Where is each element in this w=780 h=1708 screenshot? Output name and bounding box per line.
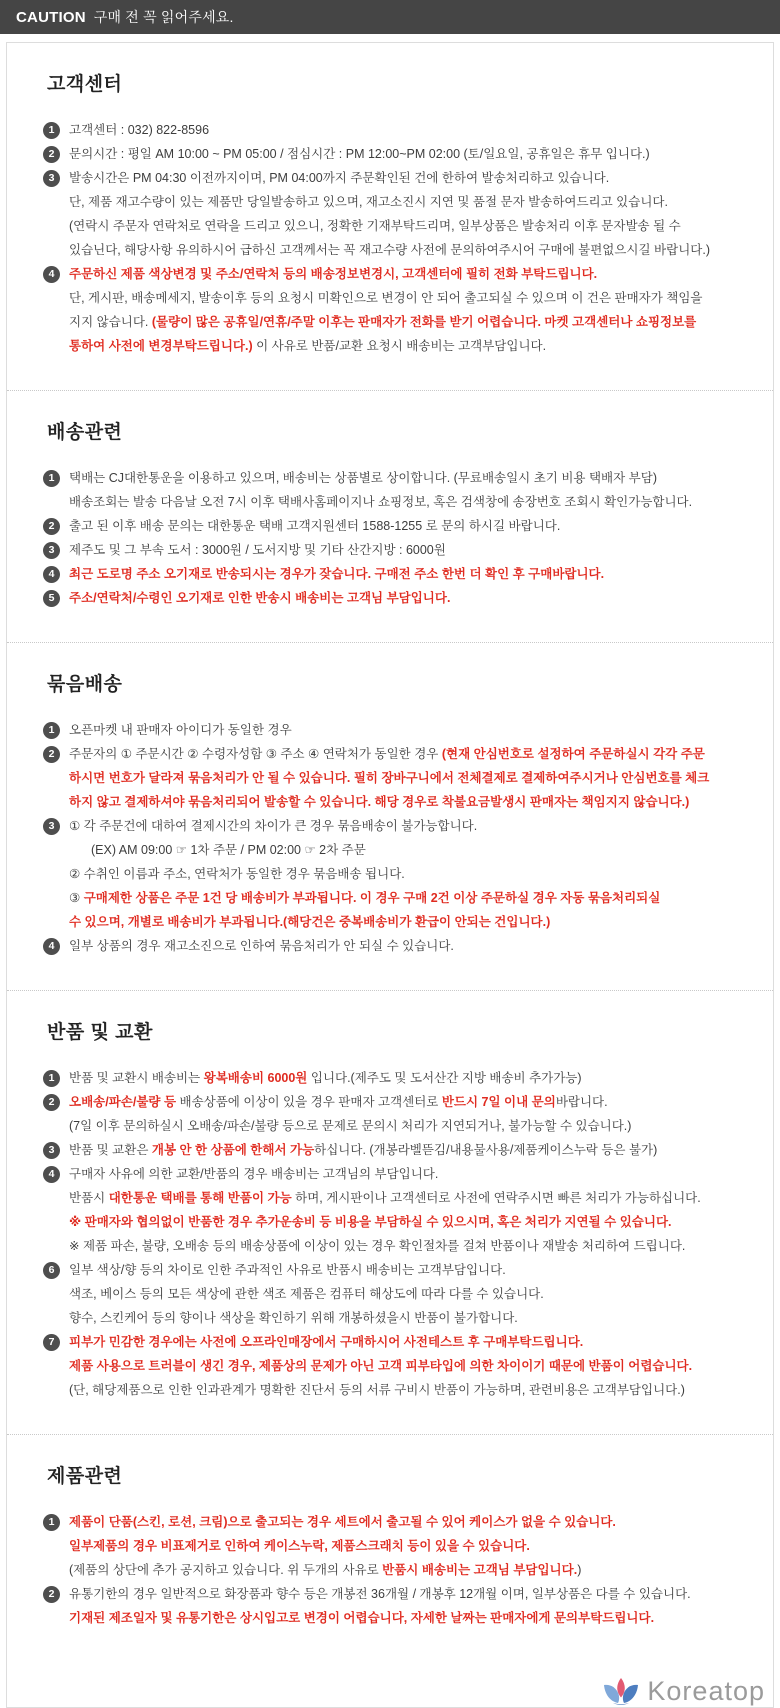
item-number-badge: 1 [43, 470, 60, 487]
text-segment: 일부제품의 경우 비표제거로 인하여 케이스누락, 제품스크래치 등이 있을 수 있습니다. [69, 1539, 530, 1553]
notice-item [43, 814, 743, 934]
text-segment: 구매자 사유에 의한 교환/반품의 경우 배송비는 고객님의 부담입니다. [69, 1167, 439, 1181]
text-segment: 최근 도로명 주소 오기재로 반송되시는 경우가 잦습니다. 구매전 주소 한번 더 확인 후 구매바랍니다. [69, 567, 605, 581]
notice-line [69, 1354, 743, 1378]
notice-line [69, 766, 743, 790]
section-title: 제품관련 [47, 1466, 123, 1487]
notice-line [69, 886, 743, 910]
sections [7, 43, 773, 1662]
text-segment: 반품시 배송비는 고객님 부담입니다. [382, 1563, 578, 1577]
text-segment: 일부 색상/향 등의 차이로 인한 주과적인 사유로 반품시 배송비는 고객부담입니다. [69, 1263, 506, 1277]
text-segment: 반품시 [69, 1191, 109, 1205]
notice-line [69, 142, 743, 166]
item-number-badge: 2 [43, 746, 60, 763]
notice-line [69, 1210, 743, 1234]
text-segment: ) [577, 1563, 582, 1577]
text-segment: ② 수취인 이름과 주소, 연락처가 동일한 경우 묶음배송 됩니다. [69, 867, 405, 881]
item-lines [69, 1066, 743, 1090]
item-number-badge: 2 [43, 518, 60, 535]
notice-line [69, 1582, 743, 1606]
notice-item [43, 742, 743, 814]
notice-line [69, 1114, 743, 1138]
notice-line [69, 238, 743, 262]
section-title: 배송관련 [47, 422, 123, 443]
brand-name: Koreatop [647, 1676, 765, 1706]
section [7, 990, 773, 1434]
text-segment: 반품 및 교환시 배송비는 [69, 1071, 204, 1085]
item-lines [69, 934, 743, 958]
text-segment: 대한통운 택배를 통해 반품이 가능 [108, 1191, 292, 1205]
notice-item [43, 118, 743, 142]
item-number-badge: 2 [43, 1586, 60, 1603]
notice-item [43, 142, 743, 166]
text-segment: 유통기한의 경우 일반적으로 화장품과 향수 등은 개봉전 36개월 / 개봉후 12개월 이며, 일부상품은 다를 수 있습니다. [69, 1587, 691, 1601]
notice-line [69, 1510, 743, 1534]
item-number-badge: 5 [43, 590, 60, 607]
notice-line [69, 466, 743, 490]
text-segment: (단, 해당제품으로 인한 인과관계가 명확한 진단서 등의 서류 구비시 반품이 가능하며, 관련비용은 고객부담입니다.) [69, 1383, 685, 1397]
notice-item [43, 538, 743, 562]
text-segment: 출고 된 이후 배송 문의는 대한통운 택배 고객지원센터 1588-1255 로 문의 하시길 바랍니다. [69, 519, 561, 533]
notice-line [69, 1162, 743, 1186]
item-lines [69, 166, 743, 262]
text-segment: 색조, 베이스 등의 모든 색상에 관한 색조 제품은 컴퓨터 해상도에 따라 다를 수 있습니다. [69, 1287, 544, 1301]
section-title: 반품 및 교환 [47, 1022, 153, 1043]
item-lines [69, 1510, 743, 1582]
text-segment: 하며, 게시판이나 고객센터로 사전에 연락주시면 빠른 처리가 가능하십니다. [291, 1191, 701, 1205]
item-number-badge: 7 [43, 1334, 60, 1351]
text-segment: 오픈마켓 내 판매자 아이디가 동일한 경우 [69, 723, 292, 737]
text-segment: 향수, 스킨케어 등의 향이나 색상을 확인하기 위해 개봉하셨을시 반품이 불가합니다. [69, 1311, 518, 1325]
notice-line [69, 538, 743, 562]
notice-line [69, 514, 743, 538]
notice-item [43, 1330, 743, 1402]
text-segment: 하지 않고 결제하셔야 묶음처리되어 발송할 수 있습니다. 해당 경우로 착불요금발생시 판매자는 책임지지 않습니다.) [69, 795, 690, 809]
notice-line [69, 838, 743, 862]
notice-item [43, 586, 743, 610]
text-segment: (물량이 많은 공휴일/연휴/주말 이후는 판매자가 전화를 받기 어렵습니다. 마켓 고객센터나 쇼핑정보를 [151, 315, 697, 329]
item-lines [69, 538, 743, 562]
item-lines [69, 118, 743, 142]
notice-item [43, 514, 743, 538]
text-segment: 하십니다. (개봉라벨뜯김/내용물사용/제품케이스누락 등은 불가) [314, 1143, 658, 1157]
section [7, 1434, 773, 1662]
notice-line [69, 742, 743, 766]
item-number-badge: 3 [43, 818, 60, 835]
notice-item [43, 1258, 743, 1330]
notice-line [69, 166, 743, 190]
text-segment: 고객센터 : 032) 822-8596 [69, 123, 210, 137]
text-segment: 이 사유로 반품/교환 요청시 배송비는 고객부담입니다. [252, 339, 547, 353]
text-segment: ③ [69, 891, 84, 905]
notice-line [69, 1306, 743, 1330]
caution-label: CAUTION [16, 8, 86, 26]
notice-line [69, 1606, 743, 1630]
notice-line [69, 1234, 743, 1258]
notice-line [69, 286, 743, 310]
item-number-badge: 4 [43, 1166, 60, 1183]
item-number-badge: 1 [43, 122, 60, 139]
text-segment: 주문하신 제품 색상변경 및 주소/연락처 등의 배송정보변경시, 고객센터에 필히 전화 부탁드립니다. [69, 267, 598, 281]
text-segment: ※ 판매자와 협의없이 반품한 경우 추가운송비 등 비용을 부담하실 수 있으시며, 혹은 처리가 지연될 수 있습니다. [69, 1215, 672, 1229]
item-lines [69, 814, 743, 934]
text-segment: 제주도 및 그 부속 도서 : 3000원 / 도서지방 및 기타 산간지방 : 6000원 [69, 543, 446, 557]
text-segment: (제품의 상단에 추가 공지하고 있습니다. 위 두개의 사유로 [69, 1563, 383, 1577]
brand-logo [7, 1676, 773, 1707]
notice-line [69, 334, 743, 358]
text-segment: 문의시간 : 평일 AM 10:00 ~ PM 05:00 / 점심시간 : PM 12:00~PM 02:00 (토/일요일, 공휴일은 휴무 입니다.) [69, 147, 650, 161]
notice-line [69, 1282, 743, 1306]
text-segment: 택배는 CJ대한통운을 이용하고 있으며, 배송비는 상품별로 상이합니다. (무료배송일시 초기 비용 택배자 부담) [69, 471, 657, 485]
item-lines [69, 1090, 743, 1138]
notice-line [69, 1138, 743, 1162]
item-number-badge: 3 [43, 170, 60, 187]
notice-line [69, 1258, 743, 1282]
section-title: 고객센터 [47, 74, 123, 95]
notice-item [43, 466, 743, 514]
text-segment: 수 있으며, 개별로 배송비가 부과됩니다.(해당건은 중복배송비가 환급이 안되는 건입니다.) [69, 915, 551, 929]
text-segment: 주소/연락처/수령인 오기재로 인한 반송시 배송비는 고객님 부담입니다. [69, 591, 451, 605]
caution-subtitle: 구매 전 꼭 읽어주세요. [93, 9, 234, 25]
item-lines [69, 262, 743, 358]
notice-item [43, 262, 743, 358]
item-lines [69, 718, 743, 742]
item-lines [69, 562, 743, 586]
notice-line [69, 1330, 743, 1354]
caution-bar [0, 0, 780, 34]
item-number-badge: 4 [43, 938, 60, 955]
text-segment: (연락시 주문자 연락처로 연락을 드리고 있으니, 정확한 기재부탁드리며, 일부상품은 발송처리 이후 문자발송 될 수 [69, 219, 681, 233]
notice-item [43, 1162, 743, 1258]
notice-line [69, 790, 743, 814]
text-segment: (EX) AM 09:00 ☞ 1차 주문 / PM 02:00 ☞ 2차 주문 [91, 843, 366, 857]
section [7, 43, 773, 390]
notice-line [69, 118, 743, 142]
item-number-badge: 2 [43, 146, 60, 163]
notice-item [43, 934, 743, 958]
notice-line [69, 562, 743, 586]
notice-item [43, 1138, 743, 1162]
item-lines [69, 1138, 743, 1162]
item-lines [69, 742, 743, 814]
item-number-badge: 3 [43, 1142, 60, 1159]
item-number-badge: 1 [43, 1070, 60, 1087]
notice-line [69, 934, 743, 958]
notice-item [43, 718, 743, 742]
text-segment: 배송상품에 이상이 있을 경우 판매자 고객센터로 [176, 1095, 442, 1109]
text-segment: 있습닌다, 해당사항 유의하시어 급하신 고객께서는 꼭 재고수량 사전에 문의하여주시어 구매에 불편없으시길 바랍니다.) [69, 243, 710, 257]
text-segment: 배송조회는 발송 다음날 오전 7시 이후 택배사홈페이지나 쇼핑정보, 혹은 검색창에 송장번호 조회시 확인가능합니다. [69, 495, 693, 509]
notice-line [69, 1534, 743, 1558]
text-segment: 통하여 사전에 변경부탁드립니다.) [69, 339, 253, 353]
item-number-badge: 1 [43, 722, 60, 739]
notice-line [69, 586, 743, 610]
text-segment: 왕복배송비 6000원 [203, 1071, 308, 1085]
text-segment: ① 각 주문건에 대하여 결제시간의 차이가 큰 경우 묶음배송이 불가능합니다. [69, 819, 478, 833]
notice-line [69, 1186, 743, 1210]
notice-line [69, 1378, 743, 1402]
notice-item [43, 166, 743, 262]
notice-item [43, 1066, 743, 1090]
text-segment: 반품 및 교환은 [69, 1143, 152, 1157]
notice-line [69, 718, 743, 742]
text-segment: 반드시 7일 이내 문의 [441, 1095, 556, 1109]
section-title: 묶음배송 [47, 674, 123, 695]
notice-line [69, 814, 743, 838]
notice-line [69, 1558, 743, 1582]
text-segment: 바랍니다. [555, 1095, 608, 1109]
notice-line [69, 1090, 743, 1114]
text-segment: 단, 게시판, 배송메세지, 발송이후 등의 요청시 미확인으로 변경이 안 되어 출고되실 수 있으며 이 건은 판매자가 책임을 [69, 291, 703, 305]
text-segment: 단, 제품 재고수량이 있는 제품만 당일발송하고 있으며, 재고소진시 지연 및 품절 문자 발송하여드리고 있습니다. [69, 195, 668, 209]
notice-item [43, 562, 743, 586]
item-number-badge: 1 [43, 1514, 60, 1531]
notice-line [69, 490, 743, 514]
text-segment: 피부가 민감한 경우에는 사전에 오프라인매장에서 구매하시어 사전테스트 후 구매부탁드립니다. [69, 1335, 584, 1349]
item-number-badge: 2 [43, 1094, 60, 1111]
text-segment: ※ 제품 파손, 불량, 오배송 등의 배송상품에 이상이 있는 경우 확인절차를 걸쳐 반품이나 재발송 처리하여 드립니다. [69, 1239, 686, 1253]
notice-line [69, 910, 743, 934]
section [7, 390, 773, 642]
item-lines [69, 1582, 743, 1630]
notice-line [69, 214, 743, 238]
notice-item [43, 1510, 743, 1582]
text-segment: 제품이 단품(스킨, 로션, 크림)으로 출고되는 경우 세트에서 출고될 수 있어 케이스가 없을 수 있습니다. [69, 1515, 616, 1529]
text-segment: 오배송/파손/불량 등 [69, 1095, 177, 1109]
item-lines [69, 1330, 743, 1402]
notice-line [69, 1066, 743, 1090]
content-box [6, 42, 774, 1708]
text-segment: 개봉 안 한 상품에 한해서 가능 [151, 1143, 315, 1157]
item-number-badge: 4 [43, 266, 60, 283]
notice-item [43, 1090, 743, 1138]
section [7, 642, 773, 990]
text-segment: 구매제한 상품은 주문 1건 당 배송비가 부과됩니다. 이 경우 구매 2건 이상 주문하실 경우 자동 묶음처리되실 [83, 891, 661, 905]
text-segment: 제품 사용으로 트러블이 생긴 경우, 제품상의 문제가 아닌 고객 피부타입에 의한 차이이기 때문에 반품이 어렵습니다. [69, 1359, 693, 1373]
lotus-icon [601, 1677, 641, 1707]
text-segment: 일부 상품의 경우 재고소진으로 인하여 묶음처리가 안 되실 수 있습니다. [69, 939, 454, 953]
item-lines [69, 1162, 743, 1258]
notice-line [69, 190, 743, 214]
notice-item [43, 1582, 743, 1630]
text-segment: 입니다.(제주도 및 도서산간 지방 배송비 추가가능) [307, 1071, 582, 1085]
item-number-badge: 6 [43, 1262, 60, 1279]
item-lines [69, 586, 743, 610]
text-segment: (7일 이후 문의하실시 오배송/파손/불량 등으로 문제로 문의시 처리가 지연되거나, 불가능할 수 있습니다.) [69, 1119, 632, 1133]
notice-line [69, 862, 743, 886]
item-lines [69, 142, 743, 166]
text-segment: 발송시간은 PM 04:30 이전까지이며, PM 04:00까지 주문확인된 건에 한하여 발송처리하고 있습니다. [69, 171, 610, 185]
text-segment: (현재 안심번호로 설정하여 주문하실시 각각 주문 [441, 747, 705, 761]
notice-line [69, 262, 743, 286]
text-segment: 하시면 번호가 달라져 묶음처리가 안 될 수 있습니다. 필히 장바구니에서 전체결제로 결제하여주시거나 안심번호를 체크 [69, 771, 710, 785]
item-number-badge: 4 [43, 566, 60, 583]
text-segment: 지지 않습니다. [69, 315, 152, 329]
text-segment: 기재된 제조일자 및 유통기한은 상시입고로 변경이 어렵습니다, 자세한 날짜는 판매자에게 문의부탁드립니다. [69, 1611, 655, 1625]
item-number-badge: 3 [43, 542, 60, 559]
notice-line [69, 310, 743, 334]
item-lines [69, 466, 743, 514]
text-segment: 주문자의 ① 주문시간 ② 수령자성함 ③ 주소 ④ 연락처가 동일한 경우 [69, 747, 442, 761]
item-lines [69, 514, 743, 538]
item-lines [69, 1258, 743, 1330]
